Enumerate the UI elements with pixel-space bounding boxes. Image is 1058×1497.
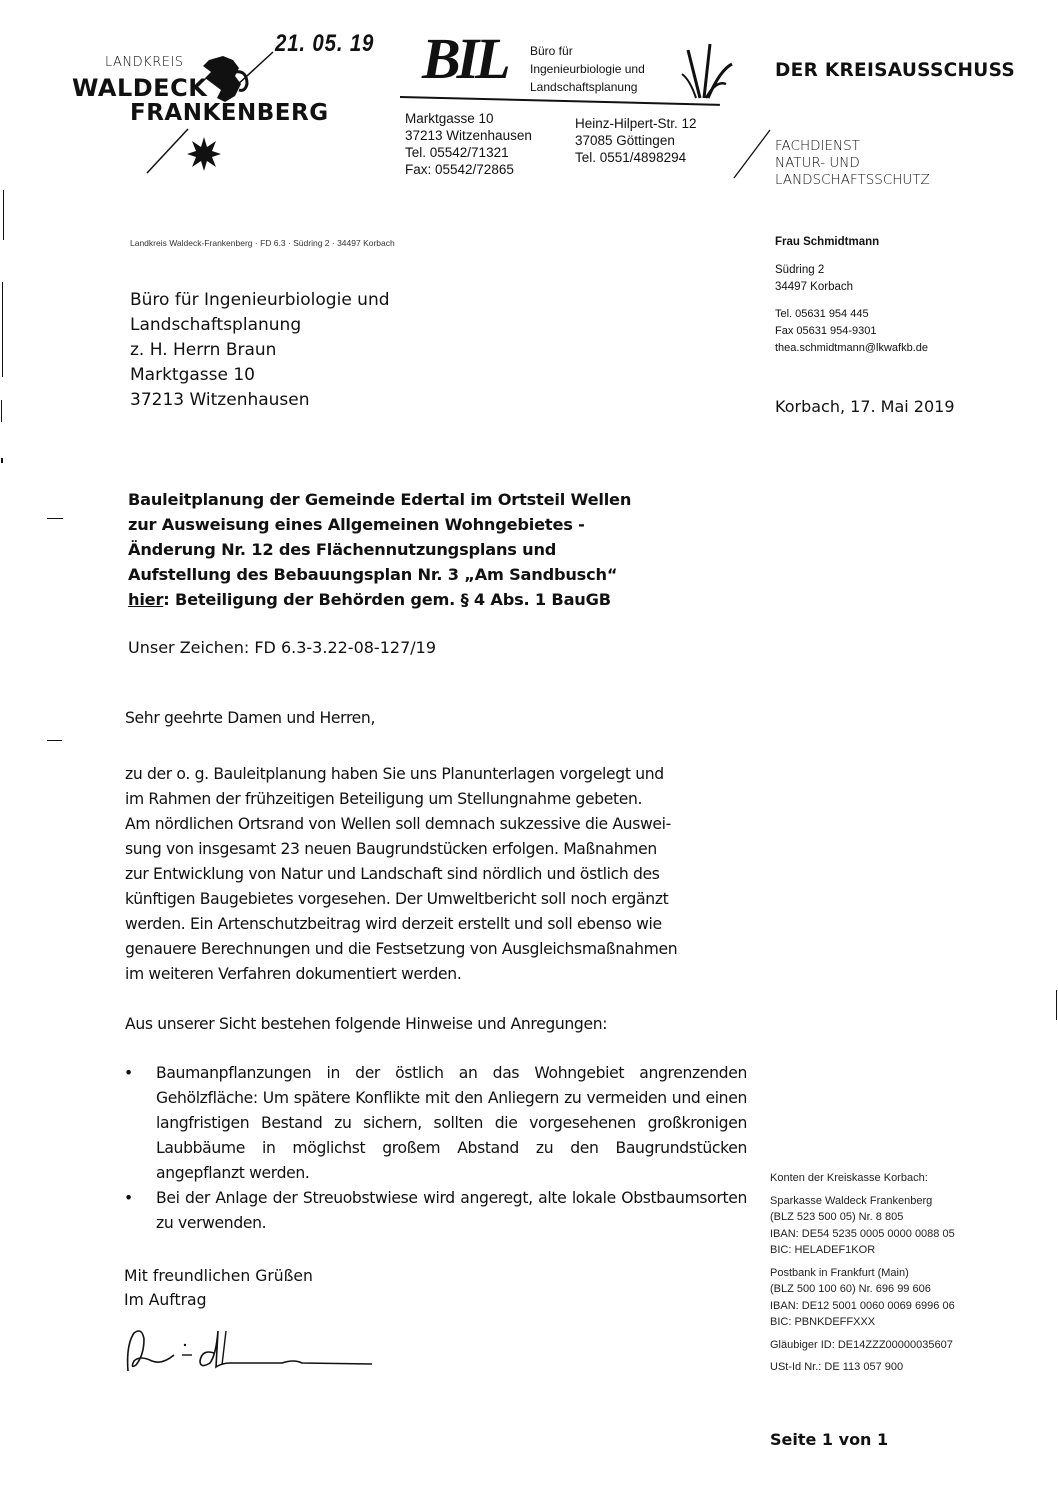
hier-text: : Beteiligung der Behörden gem. § 4 Abs. 1 BauGB — [163, 590, 611, 609]
bank-bic: BIC: PBNKDEFFXXX — [770, 1316, 876, 1328]
bank-name: Sparkasse Waldeck Frankenberg — [770, 1194, 933, 1207]
contact-address — [775, 262, 853, 296]
body-line: sung von insgesamt 23 neuen Baugrundstücken erfolgen. Maßnahmen — [125, 840, 657, 858]
contact-fax: Fax 05631 954-9301 — [775, 325, 877, 337]
bil-address-goettingen — [575, 115, 697, 166]
bank-details — [770, 1170, 955, 1382]
salutation: Sehr geehrte Damen und Herren, — [125, 709, 376, 727]
body-line: im weiteren Verfahren dokumentiert werden. — [125, 965, 462, 983]
address-line: Marktgasse 10 — [405, 111, 494, 126]
contact-address-line: 34497 Korbach — [775, 281, 854, 293]
fold-mark — [47, 518, 63, 519]
body-line: zur Entwicklung von Natur und Landschaft sind nördlich und östlich des — [125, 865, 660, 883]
sub-department-line: FACHDIENST — [775, 138, 860, 154]
page-count: Seite 1 von 1 — [770, 1430, 889, 1449]
recommendation-text: Bei der Anlage der Streuobstwiese wird angeregt, alte lokale Obstbaumsorten zu verwenden. — [156, 1189, 747, 1232]
contact-communication — [775, 306, 928, 357]
bil-logo-mark: BIL — [422, 26, 507, 91]
reference-number: Unser Zeichen: FD 6.3-3.22-08-127/19 — [128, 638, 436, 657]
logo-slash-lower-icon — [145, 125, 190, 175]
bank-iban: IBAN: DE54 5235 0005 0000 0088 05 — [770, 1227, 955, 1240]
subject-line: Bauleitplanung der Gemeinde Edertal im Ortsteil Wellen — [128, 490, 632, 509]
bank-blz: (BLZ 500 100 60) Nr. 696 99 606 — [770, 1283, 931, 1295]
logo-landkreis-text: LANDKREIS — [105, 55, 184, 70]
subject-line: zur Ausweisung eines Allgemeinen Wohngebietes - — [128, 515, 585, 534]
scan-margin-mark — [1, 458, 3, 463]
recipient-line: Marktgasse 10 — [130, 365, 256, 385]
scan-margin-mark — [1056, 990, 1057, 1020]
body-paragraph-2: Aus unserer Sicht bestehen folgende Hinweise und Anregungen: — [125, 1015, 608, 1033]
address-line: Fax: 05542/72865 — [405, 162, 514, 177]
hier-label: hier — [128, 590, 164, 609]
recipient-line: z. H. Herrn Braun — [130, 340, 277, 360]
logo-frankenberg-text: FRANKENBERG — [130, 100, 329, 126]
closing-line: Mit freundlichen Grüßen — [124, 1267, 313, 1285]
recommendation-item — [122, 1061, 747, 1186]
received-date-stamp: 21. 05. 19 — [275, 30, 375, 57]
bil-name-line: Ingenieurbiologie und — [530, 62, 645, 76]
creditor-id: Gläubiger ID: DE14ZZZ00000035607 — [770, 1338, 953, 1351]
contact-person: Frau Schmidtmann — [775, 236, 880, 248]
body-line: im Rahmen der frühzeitigen Beteiligung um Stellungnahme gebeten. — [125, 790, 643, 808]
closing — [124, 1264, 313, 1312]
bil-underline — [400, 96, 720, 106]
letter-date: Korbach, 17. Mai 2019 — [775, 397, 955, 416]
recipient-line: 37213 Witzenhausen — [130, 390, 310, 410]
recommendation-item — [122, 1186, 747, 1236]
logo-slash-upper-icon — [215, 50, 275, 100]
star-emblem-icon — [186, 136, 222, 172]
bil-name-line: Büro für — [530, 44, 573, 58]
body-line: genauere Berechnungen und die Festsetzung von Ausgleichsmaßnahmen — [125, 940, 678, 958]
department-title: DER KREISAUSSCHUSS — [775, 60, 1015, 81]
handwritten-signature-icon — [122, 1325, 382, 1375]
bil-address-witzenhausen — [405, 110, 532, 178]
scan-margin-mark — [1, 400, 2, 422]
scan-margin-mark — [2, 282, 3, 377]
body-line: zu der o. g. Bauleitplanung haben Sie uns Planunterlagen vorgelegt und — [125, 765, 664, 783]
sub-department-line: NATUR- UND — [775, 155, 860, 171]
contact-email: thea.schmidtmann@lkwafkb.de — [775, 342, 929, 354]
bank-bic: BIC: HELADEF1KOR — [770, 1244, 876, 1256]
bank-account-postbank — [770, 1265, 955, 1331]
bank-heading: Konten der Kreiskasse Korbach: — [770, 1172, 928, 1184]
vat-id: USt-Id Nr.: DE 113 057 900 — [770, 1361, 904, 1373]
scan-margin-mark — [3, 190, 4, 240]
bank-blz: (BLZ 523 500 05) Nr. 8 805 — [770, 1211, 904, 1223]
bank-account-sparkasse — [770, 1193, 955, 1259]
body-line: werden. Ein Artenschutzbeitrag wird derzeit erstellt und soll ebenso wie — [125, 915, 662, 933]
bullet-icon: • — [124, 1189, 133, 1207]
closing-line: Im Auftrag — [124, 1291, 207, 1309]
sender-return-line: Landkreis Waldeck-Frankenberg · FD 6.3 · Südring 2 · 34497 Korbach — [130, 238, 395, 248]
sub-department — [775, 138, 930, 189]
address-line: Tel. 05542/71321 — [405, 145, 509, 160]
recipient-line: Landschaftsplanung — [130, 315, 302, 335]
subject-block — [128, 487, 631, 612]
body-paragraph-1 — [125, 762, 745, 987]
subject-hier-line — [128, 587, 631, 612]
bil-name-line: Landschaftsplanung — [530, 80, 638, 94]
subject-line: Änderung Nr. 12 des Flächennutzungsplans und — [128, 540, 557, 559]
logo-waldeck-text: WALDECK — [72, 74, 208, 102]
recommendation-list — [122, 1061, 747, 1236]
recommendation-text: Baumanpflanzungen in der östlich an das Wohngebiet angrenzenden Gehölzfläche: Um spätere Konflikte mit den Anliegern zu vermeiden und einen langfristigen Bestand zu sichern, sollten die vorgesehenen großkronigen Laubbäume in möglichst großem Abstand zu den Baugrundstücken angepflanzt werden. — [156, 1064, 747, 1182]
address-line: 37085 Göttingen — [575, 133, 675, 148]
sub-department-line: LANDSCHAFTSSCHUTZ — [775, 172, 930, 188]
address-line: Tel. 0551/4898294 — [575, 150, 687, 165]
fold-mark — [47, 740, 62, 741]
recipient-address — [130, 288, 390, 413]
address-line: 37213 Witzenhausen — [405, 128, 532, 143]
address-line: Heinz-Hilpert-Str. 12 — [575, 116, 697, 131]
body-line: künftigen Baugebietes vorgesehen. Der Umweltbericht soll noch ergänzt — [125, 890, 669, 908]
body-line: Am nördlichen Ortsrand von Wellen soll demnach sukzessive die Auswei- — [125, 815, 671, 833]
bil-company-name — [530, 42, 645, 96]
recipient-line: Büro für Ingenieurbiologie und — [130, 290, 390, 310]
bullet-icon: • — [124, 1064, 133, 1082]
reed-plant-icon — [680, 40, 740, 100]
header-slash-icon — [732, 128, 772, 180]
subject-line: Aufstellung des Bebauungsplan Nr. 3 „Am Sandbusch“ — [128, 565, 618, 584]
bank-name: Postbank in Frankfurt (Main) — [770, 1266, 909, 1279]
bank-iban: IBAN: DE12 5001 0060 0069 6996 06 — [770, 1299, 955, 1312]
contact-phone: Tel. 05631 954 445 — [775, 308, 869, 320]
contact-address-line: Südring 2 — [775, 264, 825, 276]
